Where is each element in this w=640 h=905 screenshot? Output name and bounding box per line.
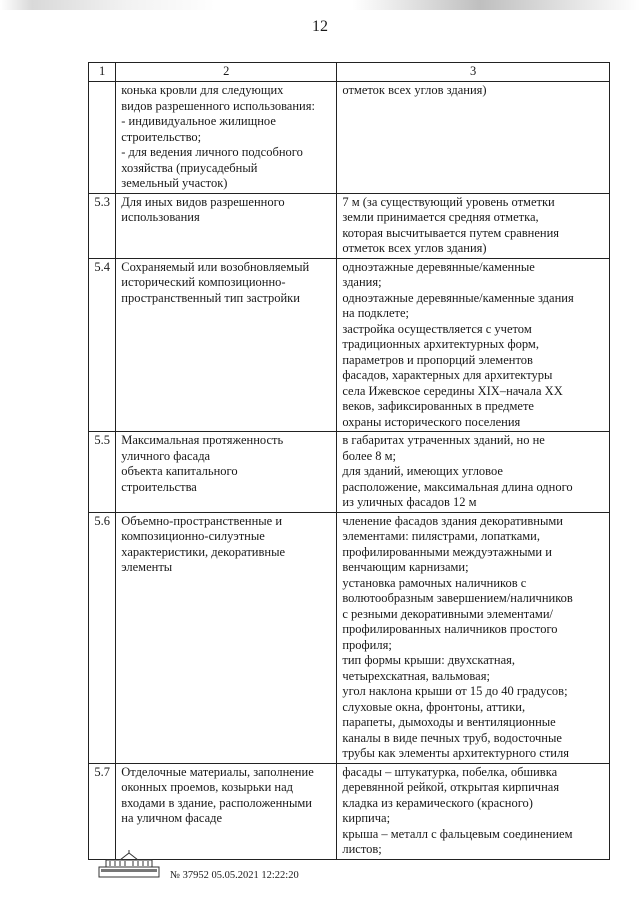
row-number: 5.6 bbox=[89, 512, 116, 763]
table-row bbox=[89, 432, 610, 513]
row-parameter: Сохраняемый или возобновляемый исторический композиционно- пространственный тип застройки bbox=[116, 258, 337, 432]
registration-stamp-text: № 37952 05.05.2021 12:22:20 bbox=[170, 870, 299, 881]
table-row bbox=[89, 258, 610, 432]
row-parameter: конька кровли для следующих видов разрешенного использования: - индивидуальное жилищное строительство; - для ведения личного подсобного хозяйства (приусадебный земельный участок) bbox=[116, 82, 337, 194]
row-value: отметок всех углов здания) bbox=[337, 82, 610, 194]
row-value: фасады – штукатурка, побелка, обшивка деревянной рейкой, открытая кирпичная кладка из керамического (красного) кирпича; крыша – металл с фальцевым соединением листов; bbox=[337, 763, 610, 859]
table-row bbox=[89, 82, 610, 194]
scan-edge-streak bbox=[0, 0, 640, 10]
row-number: 5.3 bbox=[89, 193, 116, 258]
table-row bbox=[89, 763, 610, 859]
header-col-1: 1 bbox=[89, 63, 116, 82]
regulations-table bbox=[88, 62, 610, 860]
table-row bbox=[89, 193, 610, 258]
document-footer bbox=[98, 850, 398, 890]
row-value: в габаритах утраченных зданий, но не более 8 м; для зданий, имеющих угловое расположение, максимальная длина одного из уличных фасадов 12 м bbox=[337, 432, 610, 513]
row-number: 5.7 bbox=[89, 763, 116, 859]
building-stamp-icon bbox=[98, 850, 160, 878]
header-col-2: 2 bbox=[116, 63, 337, 82]
page-number: 12 bbox=[312, 18, 328, 35]
row-value: одноэтажные деревянные/каменные здания; одноэтажные деревянные/каменные здания на подклете; застройка осуществляется с учетом традиционных архитектурных форм, параметров и пропорций элементов фасадов, характерных для архитектуры села Ижевское середины XIX–начала XX веков, зафиксированных в предмете охраны исторического поселения bbox=[337, 258, 610, 432]
row-value: членение фасадов здания декоративными элементами: пилястрами, лопатками, профилированными междуэтажными и венчающим карнизами; установка рамочных наличников с волютообразным завершением/наличников с резными декоративными элементами/ профилированных наличников простого профиля; тип формы крыши: двухскатная, четырехскатная, вальмовая; угол наклона крыши от 15 до 40 градусов; слуховые окна, фронтоны, аттики, парапеты, дымоходы и вентиляционные каналы в виде печных труб, водосточные трубы как элементы архитектурного стиля bbox=[337, 512, 610, 763]
row-parameter: Для иных видов разрешенного использования bbox=[116, 193, 337, 258]
table-row bbox=[89, 512, 610, 763]
row-parameter: Объемно-пространственные и композиционно-силуэтные характеристики, декоративные элементы bbox=[116, 512, 337, 763]
table-header-row bbox=[89, 63, 610, 82]
row-number: 5.4 bbox=[89, 258, 116, 432]
row-number: 5.5 bbox=[89, 432, 116, 513]
row-parameter: Отделочные материалы, заполнение оконных проемов, козырьки над входами в здание, расположенными на уличном фасаде bbox=[116, 763, 337, 859]
row-parameter: Максимальная протяженность уличного фасада объекта капитального строительства bbox=[116, 432, 337, 513]
row-number bbox=[89, 82, 116, 194]
row-value: 7 м (за существующий уровень отметки земли принимается средняя отметка, которая высчитывается путем сравнения отметок всех углов здания) bbox=[337, 193, 610, 258]
header-col-3: 3 bbox=[337, 63, 610, 82]
